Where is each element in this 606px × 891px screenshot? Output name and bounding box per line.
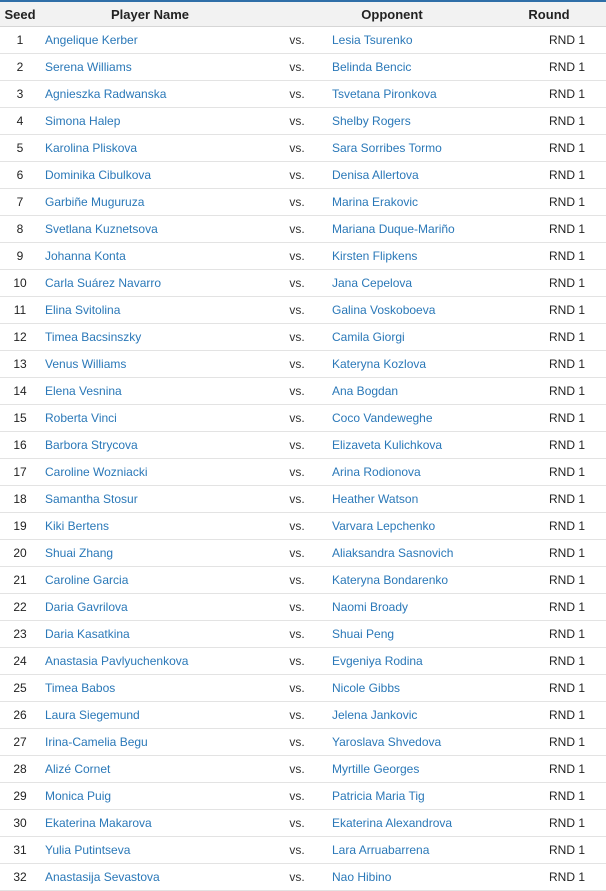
player-name-link[interactable]: Anastasia Pavlyuchenkova — [45, 654, 189, 668]
round-cell: RND 1 — [548, 411, 585, 425]
seed-cell: 20 — [13, 546, 27, 560]
opponent-name-link[interactable]: Mariana Duque-Mariño — [332, 222, 455, 236]
round-cell: RND 1 — [548, 519, 585, 533]
round-cell: RND 1 — [548, 627, 585, 641]
seed-cell: 12 — [13, 330, 27, 344]
vs-label: vs. — [289, 762, 305, 776]
opponent-name-link[interactable]: Nao Hibino — [332, 870, 392, 884]
vs-label: vs. — [289, 222, 305, 236]
round-cell: RND 1 — [548, 222, 585, 236]
vs-label: vs. — [289, 330, 305, 344]
player-name-link[interactable]: Irina-Camelia Begu — [45, 735, 148, 749]
player-name-link[interactable]: Alizé Cornet — [45, 762, 111, 776]
round-cell: RND 1 — [548, 654, 585, 668]
table-row — [0, 324, 606, 351]
player-name-link[interactable]: Ekaterina Makarova — [45, 816, 152, 830]
round-cell: RND 1 — [548, 600, 585, 614]
round-cell: RND 1 — [548, 141, 585, 155]
opponent-name-link[interactable]: Coco Vandeweghe — [332, 411, 433, 425]
vs-label: vs. — [289, 681, 305, 695]
vs-label: vs. — [289, 303, 305, 317]
header-seed: Seed — [4, 6, 36, 22]
seed-cell: 2 — [16, 60, 24, 74]
table-row — [0, 756, 606, 783]
round-cell: RND 1 — [548, 438, 585, 452]
player-name-link[interactable]: Svetlana Kuznetsova — [45, 222, 158, 236]
opponent-name-link[interactable]: Varvara Lepchenko — [332, 519, 436, 533]
table-row — [0, 783, 606, 810]
player-name-link[interactable]: Elina Svitolina — [45, 303, 121, 317]
table-row — [0, 27, 606, 54]
seed-cell: 32 — [13, 870, 27, 884]
header-player-name: Player Name — [110, 6, 190, 22]
opponent-name-link[interactable]: Camila Giorgi — [332, 330, 405, 344]
round-cell: RND 1 — [548, 681, 585, 695]
player-name-link[interactable]: Venus Williams — [45, 357, 127, 371]
player-name-link[interactable]: Yulia Putintseva — [45, 843, 131, 857]
round-cell: RND 1 — [548, 492, 585, 506]
opponent-name-link[interactable]: Belinda Bencic — [332, 60, 412, 74]
table-row — [0, 513, 606, 540]
vs-label: vs. — [289, 735, 305, 749]
table-row — [0, 702, 606, 729]
table-row — [0, 432, 606, 459]
player-name-link[interactable]: Caroline Garcia — [45, 573, 129, 587]
seed-cell: 16 — [13, 438, 27, 452]
vs-label: vs. — [289, 33, 305, 47]
seed-cell: 4 — [16, 114, 24, 128]
vs-label: vs. — [289, 276, 305, 290]
seed-cell: 11 — [13, 303, 27, 317]
round-cell: RND 1 — [548, 573, 585, 587]
round-cell: RND 1 — [548, 789, 585, 803]
seed-cell: 22 — [13, 600, 27, 614]
seed-cell: 8 — [16, 222, 24, 236]
round-cell: RND 1 — [548, 816, 585, 830]
vs-label: vs. — [289, 141, 305, 155]
seed-cell: 31 — [13, 843, 27, 857]
opponent-name-link[interactable]: Aliaksandra Sasnovich — [332, 546, 454, 560]
round-cell: RND 1 — [548, 276, 585, 290]
vs-label: vs. — [289, 384, 305, 398]
round-cell: RND 1 — [548, 303, 585, 317]
table-row — [0, 297, 606, 324]
seed-cell: 18 — [13, 492, 27, 506]
table-row — [0, 675, 606, 702]
player-name-link[interactable]: Elena Vesnina — [45, 384, 122, 398]
opponent-name-link[interactable]: Myrtille Georges — [332, 762, 420, 776]
seed-cell: 19 — [13, 519, 27, 533]
opponent-name-link[interactable]: Naomi Broady — [332, 600, 409, 614]
round-cell: RND 1 — [548, 357, 585, 371]
vs-label: vs. — [289, 492, 305, 506]
opponent-name-link[interactable]: Tsvetana Pironkova — [332, 87, 437, 101]
table-row — [0, 189, 606, 216]
vs-label: vs. — [289, 546, 305, 560]
table-row — [0, 378, 606, 405]
vs-label: vs. — [289, 600, 305, 614]
table-row — [0, 162, 606, 189]
round-cell: RND 1 — [548, 465, 585, 479]
seed-cell: 26 — [13, 708, 27, 722]
opponent-name-link[interactable]: Lara Arruabarrena — [332, 843, 430, 857]
table-row — [0, 648, 606, 675]
round-cell: RND 1 — [548, 843, 585, 857]
vs-label: vs. — [289, 654, 305, 668]
vs-label: vs. — [289, 114, 305, 128]
vs-label: vs. — [289, 519, 305, 533]
opponent-name-link[interactable]: Elizaveta Kulichkova — [332, 438, 443, 452]
seed-cell: 13 — [13, 357, 27, 371]
opponent-name-link[interactable]: Kateryna Bondarenko — [332, 573, 449, 587]
round-cell: RND 1 — [548, 762, 585, 776]
player-name-link[interactable]: Monica Puig — [45, 789, 112, 803]
opponent-name-link[interactable]: Marina Erakovic — [332, 195, 419, 209]
table-body — [0, 27, 606, 891]
vs-label: vs. — [289, 438, 305, 452]
player-name-link[interactable]: Angelique Kerber — [45, 33, 138, 47]
table-row — [0, 864, 606, 891]
player-name-link[interactable]: Daria Kasatkina — [45, 627, 130, 641]
seed-cell: 1 — [16, 33, 24, 47]
table-row — [0, 81, 606, 108]
vs-label: vs. — [289, 60, 305, 74]
table-row — [0, 486, 606, 513]
table-row — [0, 540, 606, 567]
seed-cell: 14 — [13, 384, 27, 398]
seed-cell: 30 — [13, 816, 27, 830]
opponent-name-link[interactable]: Evgeniya Rodina — [332, 654, 423, 668]
header-opponent: Opponent — [361, 6, 423, 22]
seed-cell: 25 — [13, 681, 27, 695]
table-row — [0, 405, 606, 432]
opponent-name-link[interactable]: Galina Voskoboeva — [332, 303, 436, 317]
round-cell: RND 1 — [548, 249, 585, 263]
opponent-name-link[interactable]: Denisa Allertova — [332, 168, 419, 182]
opponent-name-link[interactable]: Yaroslava Shvedova — [332, 735, 442, 749]
round-cell: RND 1 — [548, 708, 585, 722]
seed-cell: 3 — [16, 87, 24, 101]
player-name-link[interactable]: Garbiñe Muguruza — [45, 195, 145, 209]
round-cell: RND 1 — [548, 87, 585, 101]
player-name-link[interactable]: Barbora Strycova — [45, 438, 138, 452]
seed-cell: 29 — [13, 789, 27, 803]
table-row — [0, 351, 606, 378]
player-name-link[interactable]: Serena Williams — [45, 60, 132, 74]
vs-label: vs. — [289, 87, 305, 101]
vs-label: vs. — [289, 870, 305, 884]
table-row — [0, 729, 606, 756]
opponent-name-link[interactable]: Nicole Gibbs — [332, 681, 401, 695]
opponent-name-link[interactable]: Heather Watson — [332, 492, 419, 506]
opponent-name-link[interactable]: Shuai Peng — [332, 627, 395, 641]
round-cell: RND 1 — [548, 33, 585, 47]
header-round: Round — [528, 6, 570, 22]
seed-cell: 28 — [13, 762, 27, 776]
vs-label: vs. — [289, 843, 305, 857]
player-name-link[interactable]: Laura Siegemund — [45, 708, 140, 722]
seed-cell: 6 — [16, 168, 24, 182]
player-name-link[interactable]: Shuai Zhang — [45, 546, 114, 560]
player-name-link[interactable]: Carla Suárez Navarro — [45, 276, 162, 290]
player-name-link[interactable]: Johanna Konta — [45, 249, 126, 263]
player-name-link[interactable]: Dominika Cibulkova — [45, 168, 152, 182]
table-row — [0, 108, 606, 135]
table-header — [0, 2, 606, 27]
seed-cell: 21 — [13, 573, 27, 587]
vs-label: vs. — [289, 249, 305, 263]
opponent-name-link[interactable]: Kirsten Flipkens — [332, 249, 418, 263]
table-row — [0, 567, 606, 594]
opponent-name-link[interactable]: Shelby Rogers — [332, 114, 411, 128]
seed-cell: 15 — [13, 411, 27, 425]
seed-cell: 5 — [16, 141, 24, 155]
opponent-name-link[interactable]: Patricia Maria Tig — [332, 789, 425, 803]
player-name-link[interactable]: Anastasija Sevastova — [45, 870, 160, 884]
seed-cell: 17 — [13, 465, 27, 479]
vs-label: vs. — [289, 195, 305, 209]
round-cell: RND 1 — [548, 330, 585, 344]
vs-label: vs. — [289, 465, 305, 479]
vs-label: vs. — [289, 357, 305, 371]
player-name-link[interactable]: Timea Bacsinszky — [45, 330, 142, 344]
opponent-name-link[interactable]: Ekaterina Alexandrova — [332, 816, 453, 830]
player-name-link[interactable]: Daria Gavrilova — [45, 600, 128, 614]
round-cell: RND 1 — [548, 114, 585, 128]
table-row — [0, 270, 606, 297]
opponent-name-link[interactable]: Jana Cepelova — [332, 276, 413, 290]
seed-cell: 9 — [16, 249, 24, 263]
table-row — [0, 459, 606, 486]
opponent-name-link[interactable]: Kateryna Kozlova — [332, 357, 427, 371]
round-cell: RND 1 — [548, 735, 585, 749]
table-row — [0, 594, 606, 621]
vs-label: vs. — [289, 627, 305, 641]
player-name-link[interactable]: Samantha Stosur — [45, 492, 138, 506]
player-name-link[interactable]: Roberta Vinci — [45, 411, 117, 425]
seed-cell: 10 — [13, 276, 27, 290]
table-row — [0, 810, 606, 837]
table-row — [0, 621, 606, 648]
vs-label: vs. — [289, 789, 305, 803]
vs-label: vs. — [289, 708, 305, 722]
player-name-link[interactable]: Timea Babos — [45, 681, 116, 695]
round-cell: RND 1 — [548, 870, 585, 884]
round-cell: RND 1 — [548, 546, 585, 560]
opponent-name-link[interactable]: Jelena Jankovic — [332, 708, 418, 722]
table-row — [0, 216, 606, 243]
round-cell: RND 1 — [548, 60, 585, 74]
opponent-name-link[interactable]: Lesia Tsurenko — [332, 33, 413, 47]
opponent-name-link[interactable]: Arina Rodionova — [332, 465, 421, 479]
player-name-link[interactable]: Agnieszka Radwanska — [45, 87, 167, 101]
player-name-link[interactable]: Kiki Bertens — [45, 519, 110, 533]
opponent-name-link[interactable]: Ana Bogdan — [332, 384, 399, 398]
table-row — [0, 54, 606, 81]
opponent-name-link[interactable]: Sara Sorribes Tormo — [332, 141, 442, 155]
seed-cell: 24 — [13, 654, 27, 668]
round-cell: RND 1 — [548, 384, 585, 398]
vs-label: vs. — [289, 411, 305, 425]
vs-label: vs. — [289, 816, 305, 830]
table-row — [0, 135, 606, 162]
vs-label: vs. — [289, 168, 305, 182]
vs-label: vs. — [289, 573, 305, 587]
round-cell: RND 1 — [548, 195, 585, 209]
round-cell: RND 1 — [548, 168, 585, 182]
seed-cell: 27 — [13, 735, 27, 749]
seed-cell: 7 — [16, 195, 24, 209]
player-name-link[interactable]: Caroline Wozniacki — [45, 465, 148, 479]
player-name-link[interactable]: Simona Halep — [45, 114, 121, 128]
table-row — [0, 243, 606, 270]
table-row — [0, 837, 606, 864]
seed-cell: 23 — [13, 627, 27, 641]
player-name-link[interactable]: Karolina Pliskova — [45, 141, 138, 155]
